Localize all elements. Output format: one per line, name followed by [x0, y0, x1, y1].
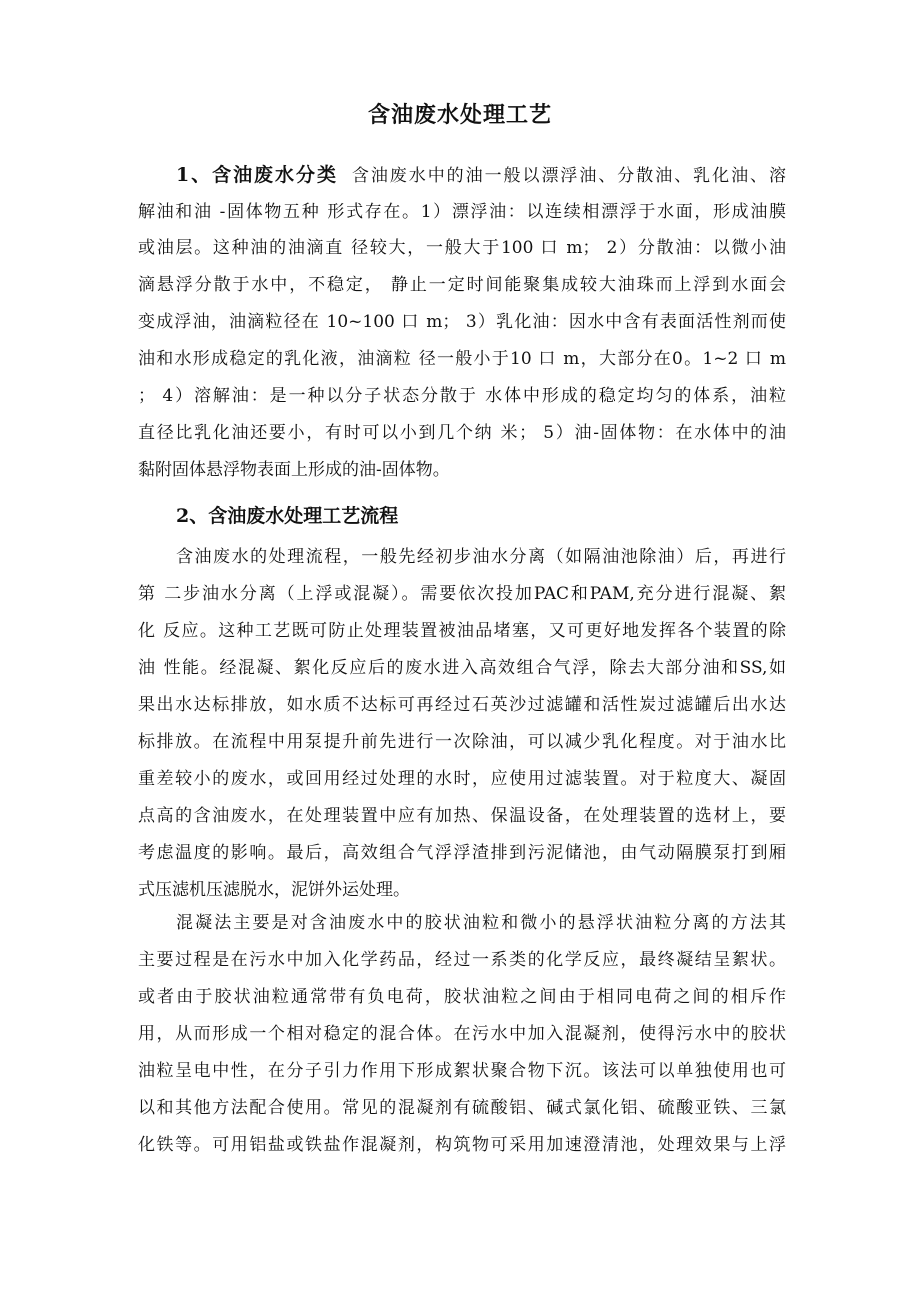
paragraph-line: 以和其他方法配合使用。常见的混凝剂有硫酸铝、碱式氯化铝、硫酸亚铁、三氯 [138, 1098, 786, 1118]
page-title: 含油废水处理工艺 [367, 102, 552, 128]
paragraph-line: 含油废水的处理流程，一般先经初步油水分离（如隔油池除油）后，再进行 [176, 547, 786, 567]
paragraph-line: 考虑温度的影响。最后，高效组合气浮浮渣排到污泥储池，由气动隔膜泵打到厢 [138, 843, 786, 863]
paragraph-line: 油和水形成稳定的乳化液，油滴粒 径一般小于10 口 m，大部分在0。1~2 口 m [138, 349, 786, 369]
paragraph-line: 果出水达标排放，如水质不达标可再经过石英沙过滤罐和活性炭过滤罐后出水达 [138, 695, 786, 715]
paragraph-line: 主要过程是在污水中加入化学药品，经过一系类的化学反应，最终凝结呈絮状。 [138, 950, 786, 970]
paragraph-line: 滴悬浮分散于水中，不稳定， 静止一定时间能聚集成较大油珠而上浮到水面会 [138, 275, 786, 295]
paragraph-line: 油 性能。经混凝、絮化反应后的废水进入高效组合气浮，除去大部分油和SS,如 [138, 658, 786, 678]
paragraph-line: 或油层。这种油的油滴直 径较大，一般大于100 口 m； 2）分散油：以微小油 [138, 238, 786, 258]
paragraph-line: ； 4）溶解油：是一种以分子状态分散于 水体中形成的稳定均匀的体系，油粒 [138, 386, 786, 406]
paragraph-line: 用，从而形成一个相对稳定的混合体。在污水中加入混凝剂，使得污水中的胶状 [138, 1024, 786, 1044]
section1-heading: 1、含油废水分类 [176, 164, 338, 186]
paragraph-line: 黏附固体悬浮物表面上形成的油-固体物。 [138, 460, 450, 480]
paragraph-line: 含油废水中的油一般以漂浮油、分散油、乳化油、溶 [349, 166, 786, 186]
paragraph-line: 化铁等。可用铝盐或铁盐作混凝剂，构筑物可采用加速澄清池，处理效果与上浮 [138, 1135, 786, 1155]
paragraph-line: 式压滤机压滤脱水，泥饼外运处理。 [138, 880, 410, 900]
paragraph-line: 化 反应。这种工艺既可防止处理装置被油品堵塞，又可更好地发挥各个装置的除 [138, 621, 786, 641]
section1-first-line [176, 163, 786, 188]
paragraph-line: 油粒呈电中性，在分子引力作用下形成絮状聚合物下沉。该法可以单独使用也可 [138, 1061, 786, 1081]
section2-heading: 2、含油废水处理工艺流程 [176, 505, 399, 527]
paragraph-line: 点高的含油废水，在处理装置中应有加热、保温设备，在处理装置的选材上，要 [138, 806, 786, 826]
paragraph-line: 变成浮油，油滴粒径在 10~100 口 m； 3）乳化油：因水中含有表面活性剂而使 [138, 312, 786, 332]
paragraph-line: 解油和油 -固体物五种 形式存在。1）漂浮油：以连续相漂浮于水面，形成油膜 [138, 202, 786, 222]
paragraph-line: 标排放。在流程中用泵提升前先进行一次除油，可以减少乳化程度。对于油水比 [138, 732, 786, 752]
paragraph-line: 第 二步油水分离（上浮或混凝）。需要依次投加PAC和PAM,充分进行混凝、絮 [138, 584, 786, 604]
paragraph-line: 混凝法主要是对含油废水中的胶状油粒和微小的悬浮状油粒分离的方法其 [176, 913, 786, 933]
paragraph-line: 直径比乳化油还要小，有时可以小到几个纳 米； 5）油-固体物：在水体中的油 [138, 423, 786, 443]
paragraph-line: 重差较小的废水，或回用经过处理的水时，应使用过滤装置。对于粒度大、凝固 [138, 769, 786, 789]
paragraph-line: 或者由于胶状油粒通常带有负电荷，胶状油粒之间由于相同电荷之间的相斥作 [138, 987, 786, 1007]
